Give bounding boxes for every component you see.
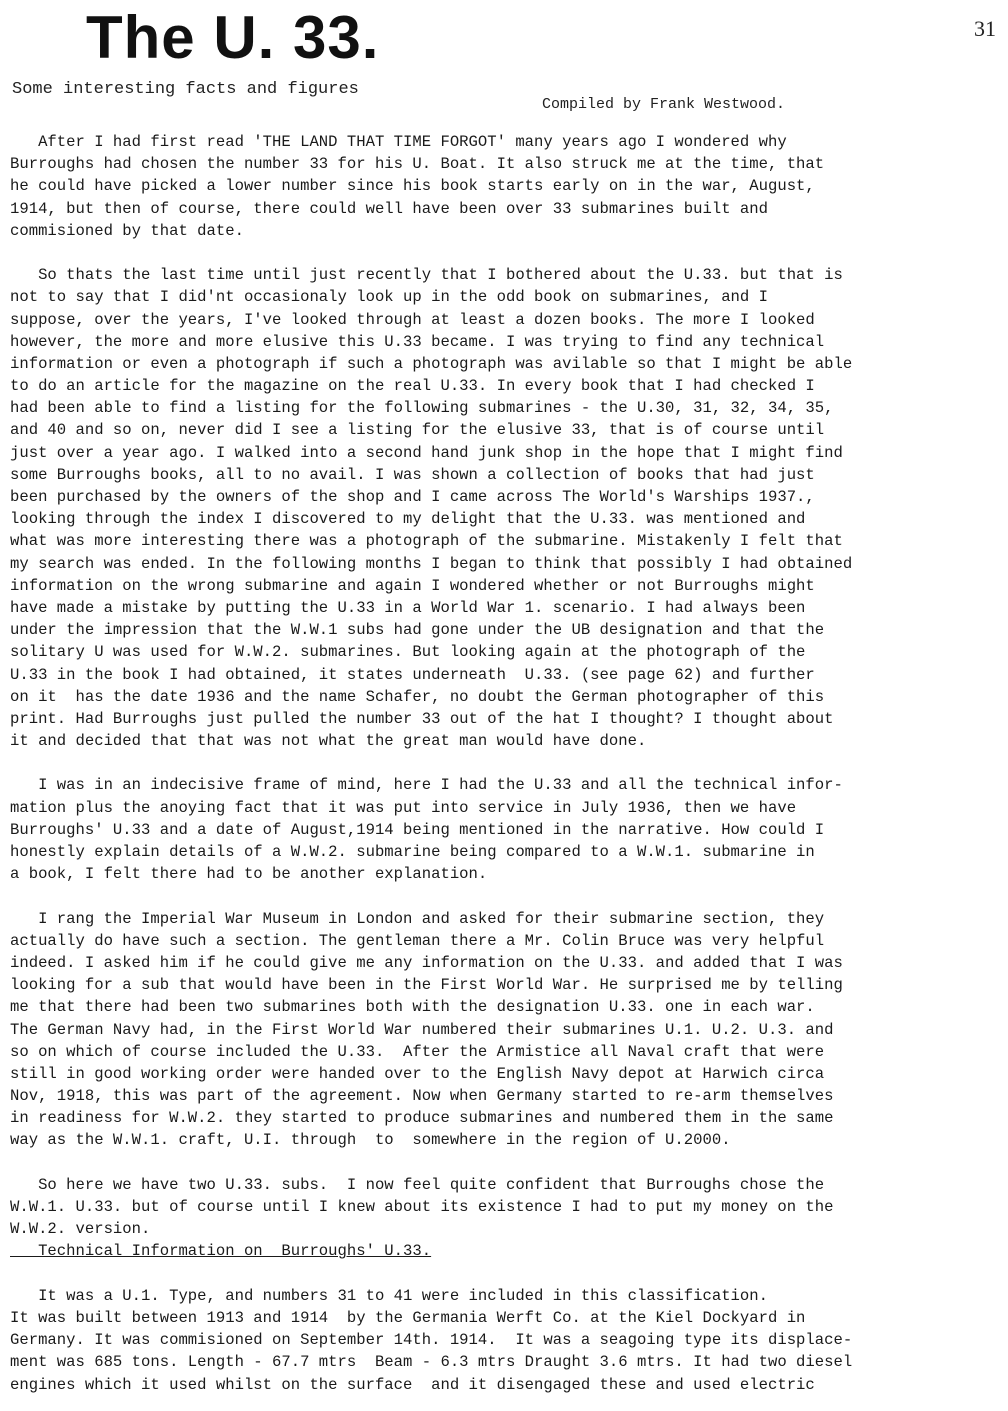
paragraph-line: Burroughs' U.33 and a date of August,1914 being mentioned in the narrative. How could I [10, 820, 825, 839]
paragraph-line: in readiness for W.W.2. they started to produce submarines and numbered them in the same [10, 1109, 834, 1128]
paragraph-line: actually do have such a section. The gentleman there a Mr. Colin Bruce was very helpful [10, 931, 825, 950]
paragraph-line: been purchased by the owners of the shop and I came across The World's Warships 1937., [10, 488, 815, 506]
technical-line: Germany. It was commisioned on September 14th. 1914. It was a seagoing type its displace- [10, 1331, 853, 1350]
paragraph-line: not to say that I did'nt occasionaly look up in the odd book on submarines, and I [10, 288, 768, 307]
paragraph-line: Burroughs had chosen the number 33 for his U. Boat. It also struck me at the time, that [10, 155, 825, 174]
paragraph-line: So thats the last time until just recently that I bothered about the U.33. but that is [10, 266, 843, 285]
technical-line: It was a U.1. Type, and numbers 31 to 41 were included in this classification. [10, 1286, 768, 1305]
paragraph-line: he could have picked a lower number since his book starts early on in the war, August, [10, 177, 815, 196]
paragraph-line: After I had first read 'THE LAND THAT TIME FORGOT' many years ago I wondered why [10, 133, 787, 151]
paragraph-line: me that there had been two submarines both with the designation U.33. one in each war. [10, 998, 815, 1017]
paragraph-line: information or even a photograph if such a photograph was avilable so that I might be able [10, 354, 853, 373]
paragraph-line: still in good working order were handed over to the English Navy depot at Harwich circa [10, 1064, 825, 1083]
paragraph-gap [10, 885, 1000, 907]
subtitle: Some interesting facts and figures [12, 80, 359, 99]
section-heading: Technical Information on Burroughs' U.33. [10, 1242, 432, 1261]
paragraph-line: and 40 and so on, never did I see a listing for the elusive 33, that is of course until [10, 421, 825, 440]
paragraph-line: mation plus the anoying fact that it was put into service in July 1936, then we have [10, 798, 797, 817]
page-number: 31 [974, 16, 996, 41]
technical-line: It was built between 1913 and 1914 by the Germania Werft Co. at the Kiel Dockyard in [10, 1308, 806, 1327]
paragraph-line: I rang the Imperial War Museum in London and asked for their submarine section, they [10, 909, 825, 928]
paragraph-line: to do an article for the magazine on the real U.33. In every book that I had checked I [10, 377, 815, 396]
paragraph-line: what was more interesting there was a photograph of the submarine. Mistakenly I felt that [10, 532, 843, 551]
section-heading-line [10, 1240, 1000, 1262]
paragraph-line: looking through the index I discovered to my delight that the U.33. was mentioned and [10, 510, 806, 529]
paragraph-gap [10, 1152, 1000, 1174]
paragraph-line: W.W.2. version. [10, 1220, 151, 1239]
paragraph-line: so on which of course included the U.33. After the Armistice all Naval craft that were [10, 1042, 825, 1061]
paragraph-line: way as the W.W.1. craft, U.I. through to somewhere in the region of U.2000. [10, 1131, 731, 1150]
paragraph-line: I was in an indecisive frame of mind, here I had the U.33 and all the technical infor- [10, 776, 843, 795]
paragraph-line: information on the wrong submarine and again I wondered whether or not Burroughs might [10, 576, 815, 595]
paragraph-line: W.W.1. U.33. but of course until I knew about its existence I had to put my money on the [10, 1198, 834, 1216]
paragraph-line: 1914, but then of course, there could well have been over 33 submarines built and [10, 199, 768, 218]
paragraph-line: some Burroughs books, all to no avail. I was shown a collection of books that had just [10, 465, 815, 484]
technical-line: ment was 685 tons. Length - 67.7 mtrs Beam - 6.3 mtrs Draught 3.6 mtrs. It had two diesel [10, 1353, 853, 1372]
paragraph-line: a book, I felt there had to be another explanation. [10, 865, 488, 884]
page-title: The U. 33. [86, 4, 380, 71]
paragraph-line: The German Navy had, in the First World War numbered their submarines U.1. U.2. U.3. and [10, 1020, 834, 1039]
paragraph-line: just over a year ago. I walked into a second hand junk shop in the hope that I might find [10, 443, 843, 462]
paragraph-line: my search was ended. In the following months I began to think that possibly I had obtained [10, 554, 853, 573]
paragraph-line: So here we have two U.33. subs. I now feel quite confident that Burroughs chose the [10, 1175, 825, 1194]
technical-line: engines which it used whilst on the surface and it disengaged these and used electric [10, 1375, 815, 1394]
paragraph-line: commisioned by that date. [10, 221, 244, 240]
paragraph-line: indeed. I asked him if he could give me any information on the U.33. and added that I was [10, 953, 843, 972]
paragraph-gap [10, 1263, 1000, 1285]
article-body [10, 131, 1000, 1396]
paragraph-line: however, the more and more elusive this U.33 became. I was trying to find any technical [10, 332, 825, 351]
paragraph-line: solitary U was used for W.W.2. submarines. But looking again at the photograph of the [10, 643, 806, 662]
paragraph-line: suppose, over the years, I've looked through at least a dozen books. The more I looked [10, 310, 815, 329]
paragraph-line: have made a mistake by putting the U.33 in a World War 1. scenario. I had always been [10, 598, 806, 617]
byline: Compiled by Frank Westwood. [542, 96, 786, 113]
paragraph-line: on it has the date 1936 and the name Schafer, no doubt the German photographer of this [10, 687, 825, 706]
paragraph-line: U.33 in the book I had obtained, it states underneath U.33. (see page 62) and further [10, 665, 815, 684]
paragraph-gap [10, 752, 1000, 774]
paragraph-line: honestly explain details of a W.W.2. submarine being compared to a W.W.1. submarine in [10, 843, 815, 861]
paragraph-line: under the impression that the W.W.1 subs had gone under the UB designation and that the [10, 621, 825, 640]
paragraph-line: Nov, 1918, this was part of the agreement. Now when Germany started to re-arm themselves [10, 1087, 834, 1106]
paragraph-line: had been able to find a listing for the following submarines - the U.30, 31, 32, 34, 35, [10, 399, 834, 418]
paragraph-line: print. Had Burroughs just pulled the number 33 out of the hat I thought? I thought about [10, 709, 834, 728]
paragraph-line: looking for a sub that would have been in the First World War. He surprised me by telling [10, 976, 843, 995]
paragraph-gap [10, 242, 1000, 264]
paragraph-line: it and decided that that was not what the great man would have done. [10, 732, 647, 751]
